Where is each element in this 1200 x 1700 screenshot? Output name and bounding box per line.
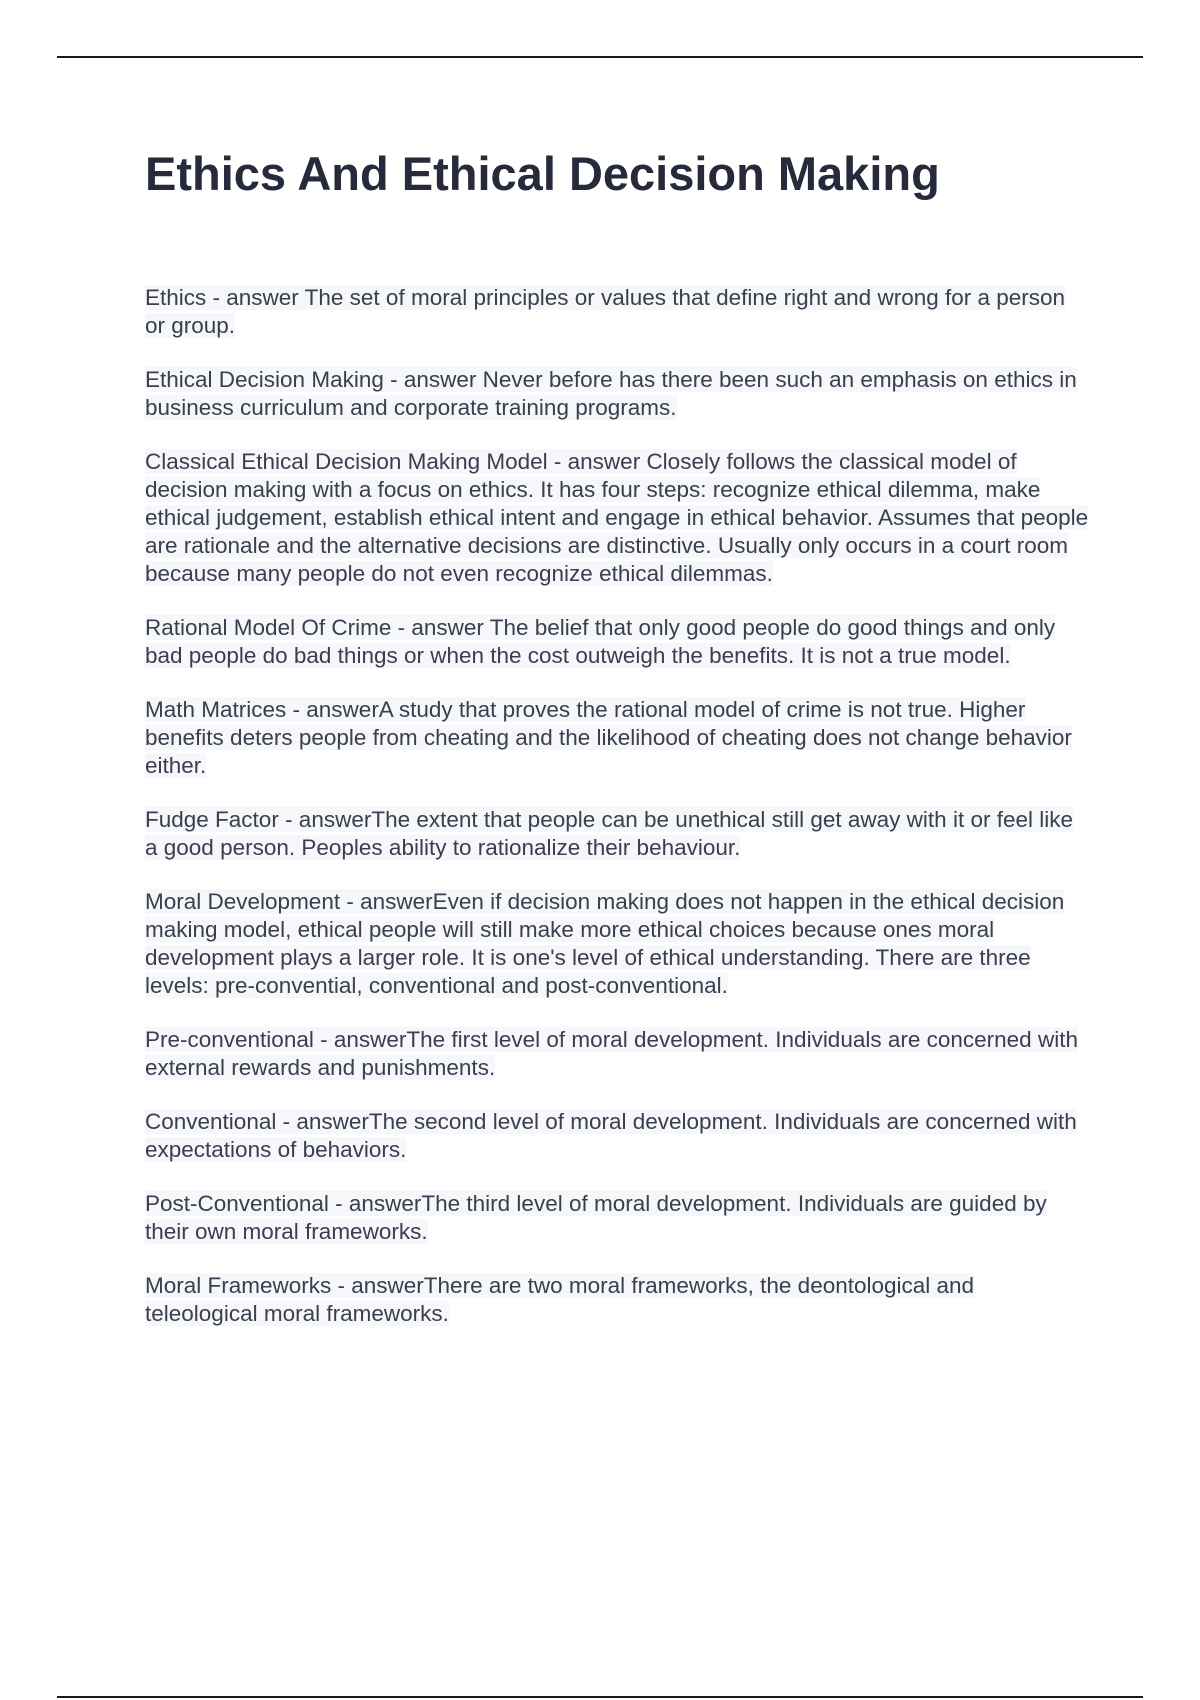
entry-pre-conventional: [145, 1026, 1090, 1082]
entry-text: Fudge Factor - answerThe extent that people can be unethical still get away with it or feel like a good person. Peoples ability to rationalize their behaviour.: [145, 807, 1073, 860]
entry-text: Moral Development - answerEven if decision making does not happen in the ethical decision making model, ethical people will still make more ethical choices because ones moral development plays a larger role. It is one's level of ethical understanding. There are three levels: pre-convential, conventional and post-conventional.: [145, 889, 1065, 998]
entry-text: Post-Conventional - answerThe third level of moral development. Individuals are guided by their own moral frameworks.: [145, 1191, 1047, 1244]
entry-text: Rational Model Of Crime - answer The belief that only good people do good things and only bad people do bad things or when the cost outweigh the benefits. It is not a true model.: [145, 615, 1056, 668]
page-title: Ethics And Ethical Decision Making: [145, 147, 940, 200]
entry-post-conventional: [145, 1190, 1090, 1246]
entry-ethics: [145, 284, 1090, 340]
entry-text: Ethical Decision Making - answer Never before has there been such an emphasis on ethics in business curriculum and corporate training programs.: [145, 367, 1077, 420]
entry-text: Moral Frameworks - answerThere are two moral frameworks, the deontological and teleological moral frameworks.: [145, 1273, 975, 1326]
entry-ethical-decision-making: [145, 366, 1090, 422]
entry-list: [145, 284, 1090, 1354]
bottom-divider: [57, 1696, 1143, 1698]
entry-conventional: [145, 1108, 1090, 1164]
entry-text: Ethics - answer The set of moral principles or values that define right and wrong for a person or group.: [145, 285, 1066, 338]
entry-moral-frameworks: [145, 1272, 1090, 1328]
entry-text: Conventional - answerThe second level of moral development. Individuals are concerned with expectations of behaviors.: [145, 1109, 1077, 1162]
entry-fudge-factor: [145, 806, 1090, 862]
entry-moral-development: [145, 888, 1090, 1000]
entry-text: Pre-conventional - answerThe first level of moral development. Individuals are concerned with external rewards and punishments.: [145, 1027, 1078, 1080]
entry-text: Math Matrices - answerA study that proves the rational model of crime is not true. Higher benefits deters people from cheating and the likelihood of cheating does not change behavior either.: [145, 697, 1072, 778]
top-divider: [57, 56, 1143, 58]
entry-rational-model-of-crime: [145, 614, 1090, 670]
entry-math-matrices: [145, 696, 1090, 780]
entry-text: Classical Ethical Decision Making Model - answer Closely follows the classical model of decision making with a focus on ethics. It has four steps: recognize ethical dilemma, make ethical judgement, establish ethical intent and engage in ethical behavior. Assumes that people are rationale and the alternative decisions are distinctive. Usually only occurs in a court room because many people do not even recognize ethical dilemmas.: [145, 449, 1089, 586]
entry-classical-model: [145, 448, 1090, 588]
